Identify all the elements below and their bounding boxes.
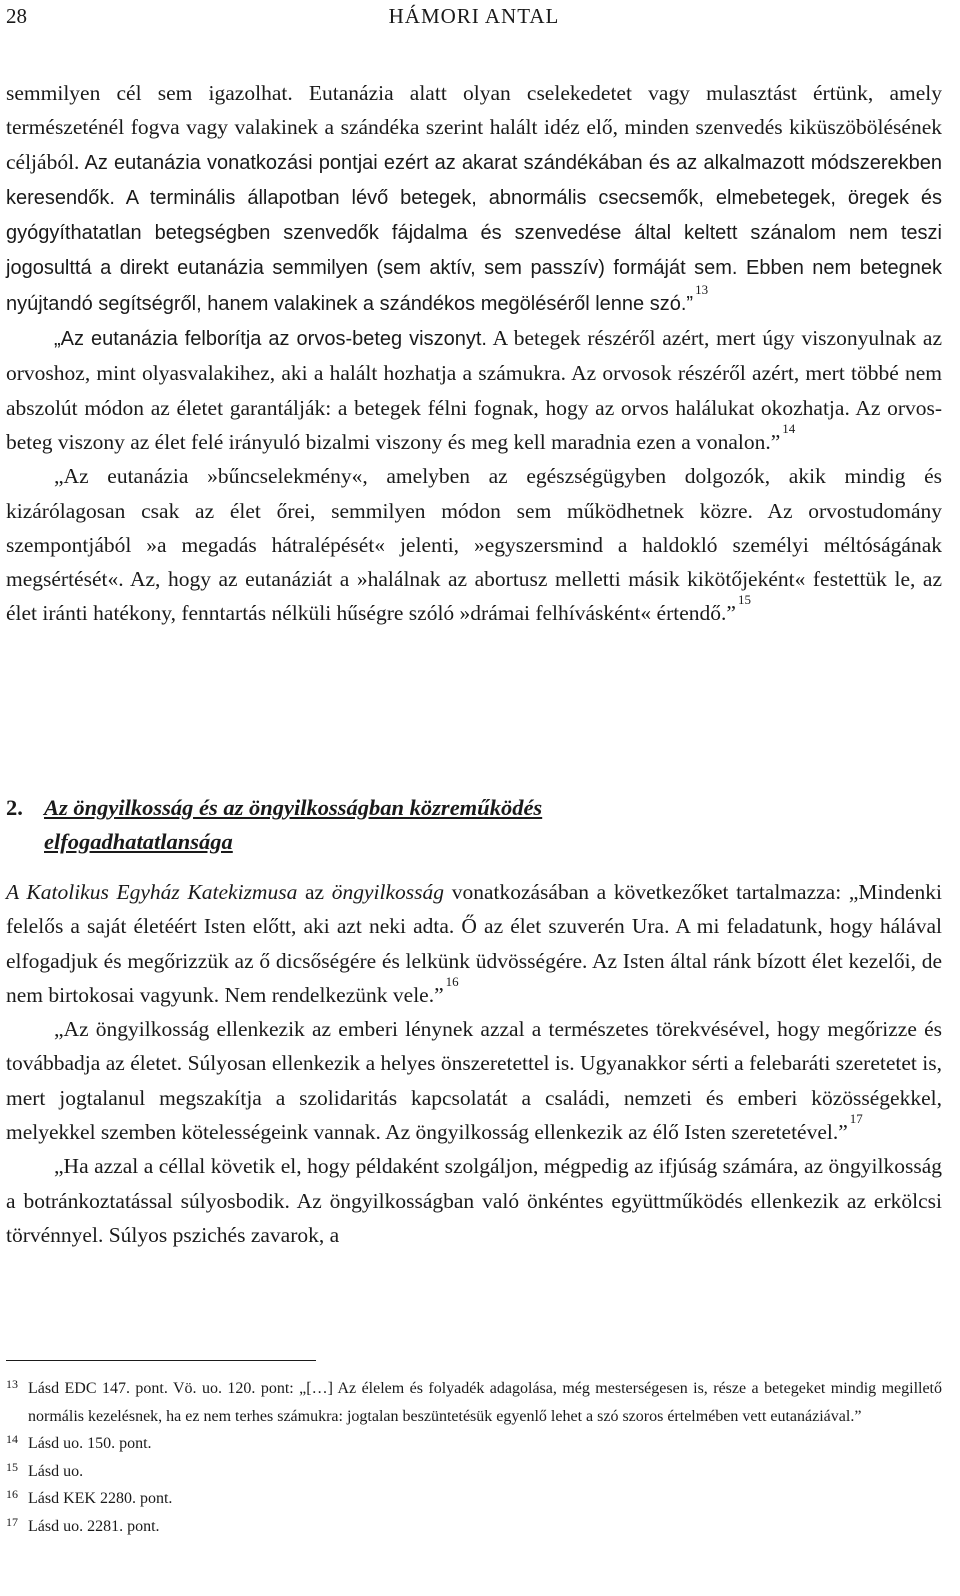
paragraph <box>6 1149 942 1252</box>
section-title-line-2: elfogadhatatlansága <box>44 829 233 854</box>
paragraph-text: semmilyen cél sem igazolhat. Eutanázia alatt olyan cselekedetet vagy mulasztást értünk, amely természeténél fogva vagy valakinek a szándéka szerint halált idéz elő, minden szenvedés kiküszöbölésének céljából. <box>6 81 942 174</box>
book-title: A Katolikus Egyház Katekizmusa <box>6 880 298 904</box>
footnote-text: Lásd uo. 150. pont. <box>28 1435 152 1452</box>
footnote-number: 14 <box>6 1432 18 1446</box>
paragraph <box>6 76 942 321</box>
footnote-text: Lásd EDC 147. pont. Vö. uo. 120. pont: „[…] Az élelem és folyadék adagolása, még mesterségesen is, része a betegeket mindig megillető normális kezelésnek, ha ez nem terhes számukra: jogtalan beszüntetésük egyenlő lehet a szó szoros értelmében vett eutanáziával.” <box>28 1380 942 1425</box>
section-1-body <box>6 76 942 631</box>
paragraph-text: „Ha azzal a céllal követik el, hogy példaként szolgáljon, mégpedig az ifjúság számára, az öngyilkosság a botránkoztatással súlyosbodik. Az öngyilkosságban való önkéntes együttműködés ellenkezik az erkölcsi törvénnyel. Súlyos pszichés zavarok, a <box>6 1154 942 1247</box>
footnote-ref: 15 <box>737 592 751 608</box>
paragraph <box>6 321 942 459</box>
footnote-number: 13 <box>6 1377 18 1391</box>
footnote-number: 15 <box>6 1459 18 1474</box>
footnote-text: Lásd uo. <box>28 1462 84 1480</box>
page-header <box>6 4 942 34</box>
footnote-ref: 13 <box>695 281 709 297</box>
footnote-text: Lásd KEK 2280. pont. <box>28 1490 173 1507</box>
footnote <box>6 1513 942 1541</box>
footnote <box>6 1485 942 1513</box>
footnote <box>6 1458 942 1486</box>
section-title-line-1: Az öngyilkosság és az öngyilkosságban közreműködés <box>44 795 543 820</box>
paragraph <box>6 459 942 630</box>
paragraph-text: vonatkozásában a következőket tartalmazza: „Mindenki felelős a saját életéért Isten előtt, aki azt neki adta. Ő az élet szuverén Ura. A mi feladatunk, hogy hálával elfogadjuk és megőrizzük az ő dicsőségére és lelkünk üdvösségére. Az Isten által ránk bízott élet kezelői, de nem birtokosai vagyunk. Nem rendelkezünk vele.” <box>6 880 942 1007</box>
footnote-number: 16 <box>6 1487 18 1501</box>
paragraph <box>6 875 942 1012</box>
paragraph <box>6 1012 942 1149</box>
paragraph-text: „Az eutanázia felborítja az orvos-beteg viszonyt. <box>54 328 487 351</box>
running-head: HÁMORI ANTAL <box>388 4 560 28</box>
emphasis: öngyilkosság <box>331 880 445 904</box>
footnote <box>6 1375 942 1430</box>
footnote-separator <box>6 1360 316 1361</box>
footnote-number: 17 <box>6 1514 18 1529</box>
paragraph-text: „Az eutanázia »bűncselekmény«, amelyben az egészségügyben dolgozók, akik mindig és kizárólagosan csak az élet őrei, semmilyen módon sem működhetnek közre. Az orvostudomány szempontjából »a megadás hátralépését« jelenti, »egyszersmind a haldokló személyi méltóságának megsértését«. Az, hogy az eutanáziát a »halálnak az abortusz melletti másik kikötőjeként« festettük le, az élet iránti hatékony, fenntartás nélküli hűségre szóló »drámai felhívásként« értendő.” <box>6 464 942 626</box>
section-heading <box>6 791 942 859</box>
section-number: 2. <box>6 795 23 820</box>
section-2-body <box>6 875 942 1252</box>
footnote-ref: 16 <box>445 973 459 989</box>
paragraph-text: az <box>297 880 332 904</box>
paragraph-text: A betegek részéről azért, mert úgy viszonyulnak az orvoshoz, mint olyasvalakihez, aki a halált hozhatja a számukra. Az orvosok részéről azért, mert többé nem abszolút módon az életet garantálják: a betegek félni fognak, hogy az orvos halálukat okozhatja. Az orvos-beteg viszony az élet felé irányuló bizalmi viszony és meg kell maradnia ezen a vonalon.” <box>6 326 942 454</box>
page-number: 28 <box>6 4 27 28</box>
paragraph-text: „Az öngyilkosság ellenkezik az emberi lénynek azzal a természetes törekvésével, hogy megőrizze és továbbadja az életet. Súlyosan ellenkezik a helyes önszeretettel is. Ugyanakkor sérti a felebaráti szeretetet is, mert jogtalanul megszakítja a szolidaritás kapcsolatát a családi, nemzeti és emberi közösségekkel, melyekkel szemben kötelességeink vannak. Az öngyilkosság ellenkezik az élő Isten szeretetével.” <box>6 1017 942 1145</box>
footnote-ref: 14 <box>782 420 796 436</box>
footnotes <box>6 1375 942 1540</box>
footnote-text: Lásd uo. 2281. pont. <box>28 1517 160 1535</box>
footnote <box>6 1430 942 1458</box>
paragraph-text: Az eutanázia vonatkozási pontjai ezért az akarat szándékában és az alkalmazott módszerekben keresendők. A terminális állapotban lévő betegek, abnormális csecsemők, elmebetegek, öregek és gyógyíthatatlan betegségben szenvedők fájdalma és szenvedése által keltett szánalom nem teszi jogosulttá a direkt eutanázia semmilyen (sem aktív, sem passzív) formáját sem. Ebben nem betegnek nyújtandó segítségről, hanem valakinek a szándékos megöléséről lenne szó.” <box>6 151 942 315</box>
footnote-ref: 17 <box>849 1111 863 1127</box>
